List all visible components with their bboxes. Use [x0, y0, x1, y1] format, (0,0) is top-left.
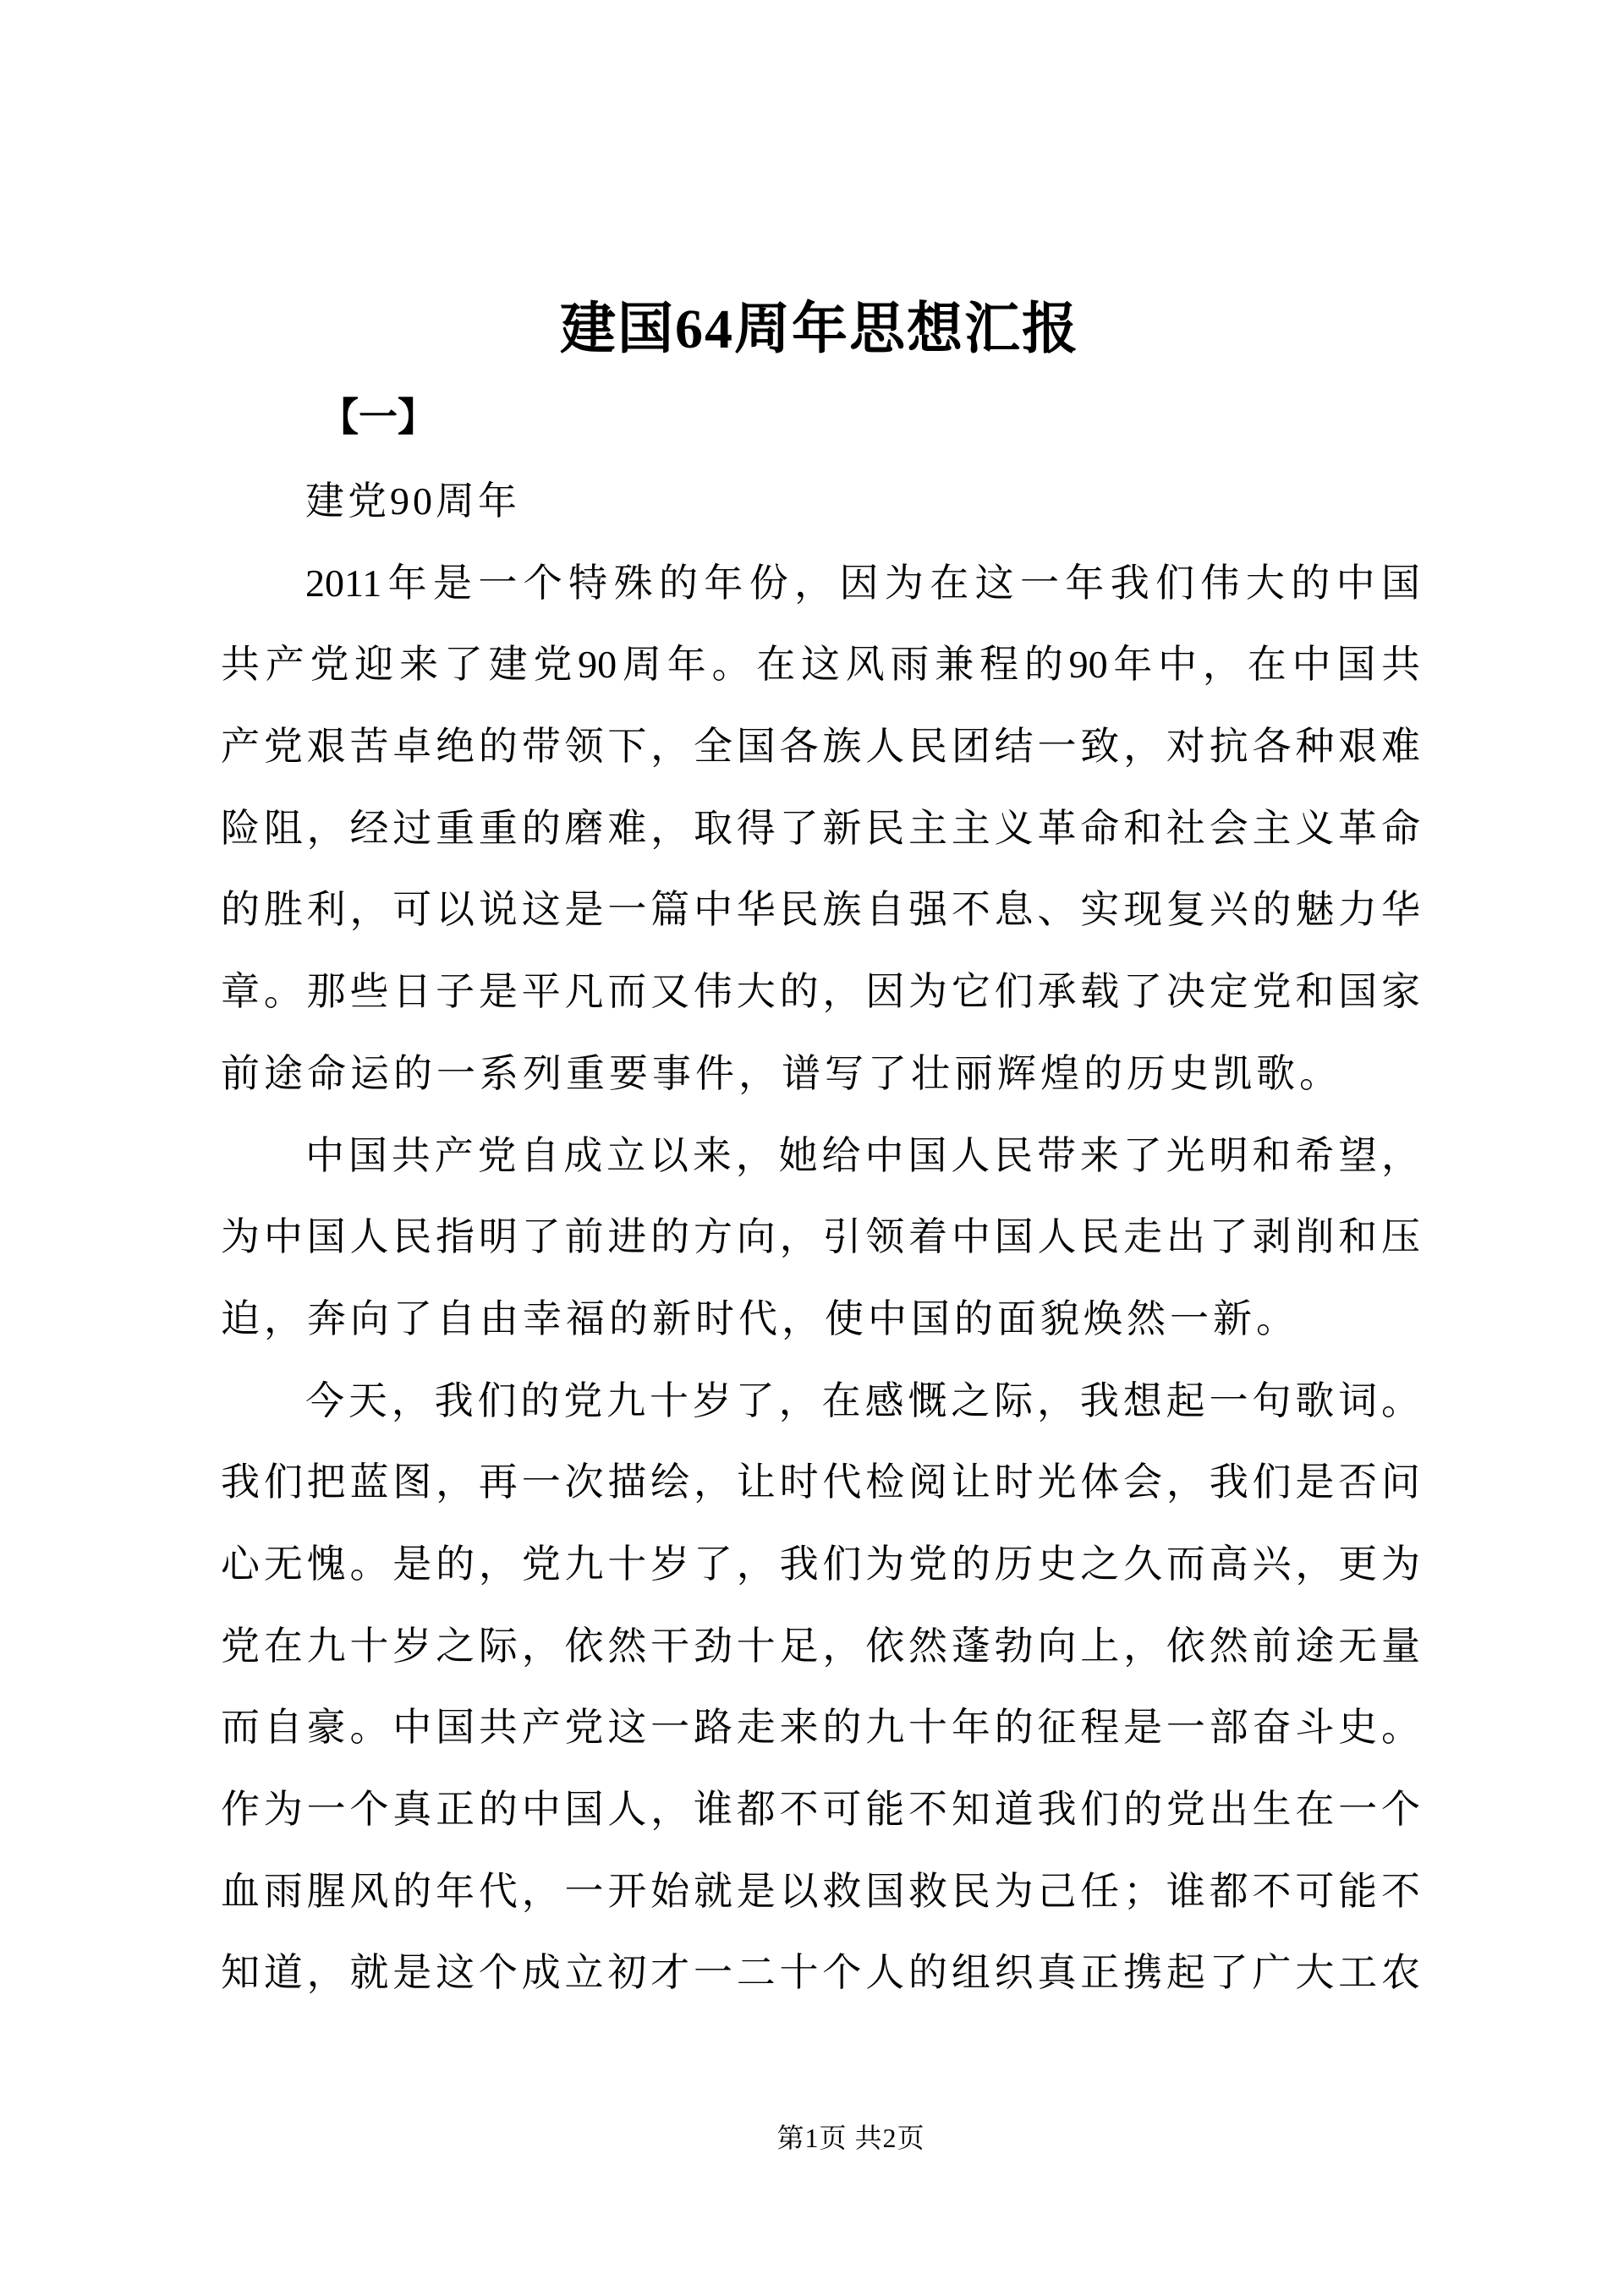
text-line: 而自豪。中国共产党这一路走来的九十年的征程是一部奋斗史。	[221, 1706, 1420, 1750]
text-line: 党在九十岁之际，依然干劲十足，依然蓬勃向上，依然前途无量	[221, 1624, 1420, 1668]
section-label: 【一】	[320, 396, 436, 439]
text-line: 知道，就是这个成立初才一二十个人的组织真正携起了广大工农	[221, 1951, 1420, 1995]
text-line: 作为一个真正的中国人，谁都不可能不知道我们的党出生在一个	[221, 1788, 1420, 1831]
text-line: 共产党迎来了建党90周年。在这风雨兼程的90年中，在中国共	[221, 643, 1420, 687]
text-line: 前途命运的一系列重要事件，谱写了壮丽辉煌的历史凯歌。	[221, 1051, 1342, 1095]
text-line: 产党艰苦卓绝的带领下，全国各族人民团结一致，对抗各种艰难	[221, 725, 1420, 769]
text-line: 我们把蓝图，再一次描绘，让时代检阅让时光体会，我们是否问	[221, 1460, 1420, 1504]
text-line: 为中国人民指明了前进的方向，引领着中国人民走出了剥削和压	[221, 1215, 1420, 1259]
text-line: 章。那些日子是平凡而又伟大的，因为它们承载了决定党和国家	[221, 970, 1420, 1014]
document-body	[221, 461, 1420, 2014]
text-line: 迫，奔向了自由幸福的新时代，使中国的面貌焕然一新。	[221, 1296, 1299, 1340]
document-title: 建国64周年思想汇报	[560, 299, 1079, 360]
text-line: 今天，我们的党九十岁了，在感慨之际，我想起一句歌词。	[305, 1378, 1420, 1422]
text-line: 血雨腥风的年代，一开始就是以救国救民为己任；谁都不可能不	[221, 1869, 1420, 1913]
text-line: 心无愧。是的，党九十岁了，我们为党的历史之久而高兴，更为	[221, 1542, 1420, 1586]
text-line: 中国共产党自成立以来，她给中国人民带来了光明和希望，	[305, 1133, 1420, 1177]
text-line: 的胜利，可以说这是一篇中华民族自强不息、实现复兴的魅力华	[221, 888, 1420, 932]
text-line: 2011年是一个特殊的年份，因为在这一年我们伟大的中国	[305, 561, 1420, 605]
page-indicator: 第1页 共2页	[776, 2123, 925, 2153]
text-line: 险阻，经过重重的磨难，取得了新民主主义革命和社会主义革命	[221, 806, 1420, 850]
subheading: 建党90周年	[305, 479, 520, 523]
